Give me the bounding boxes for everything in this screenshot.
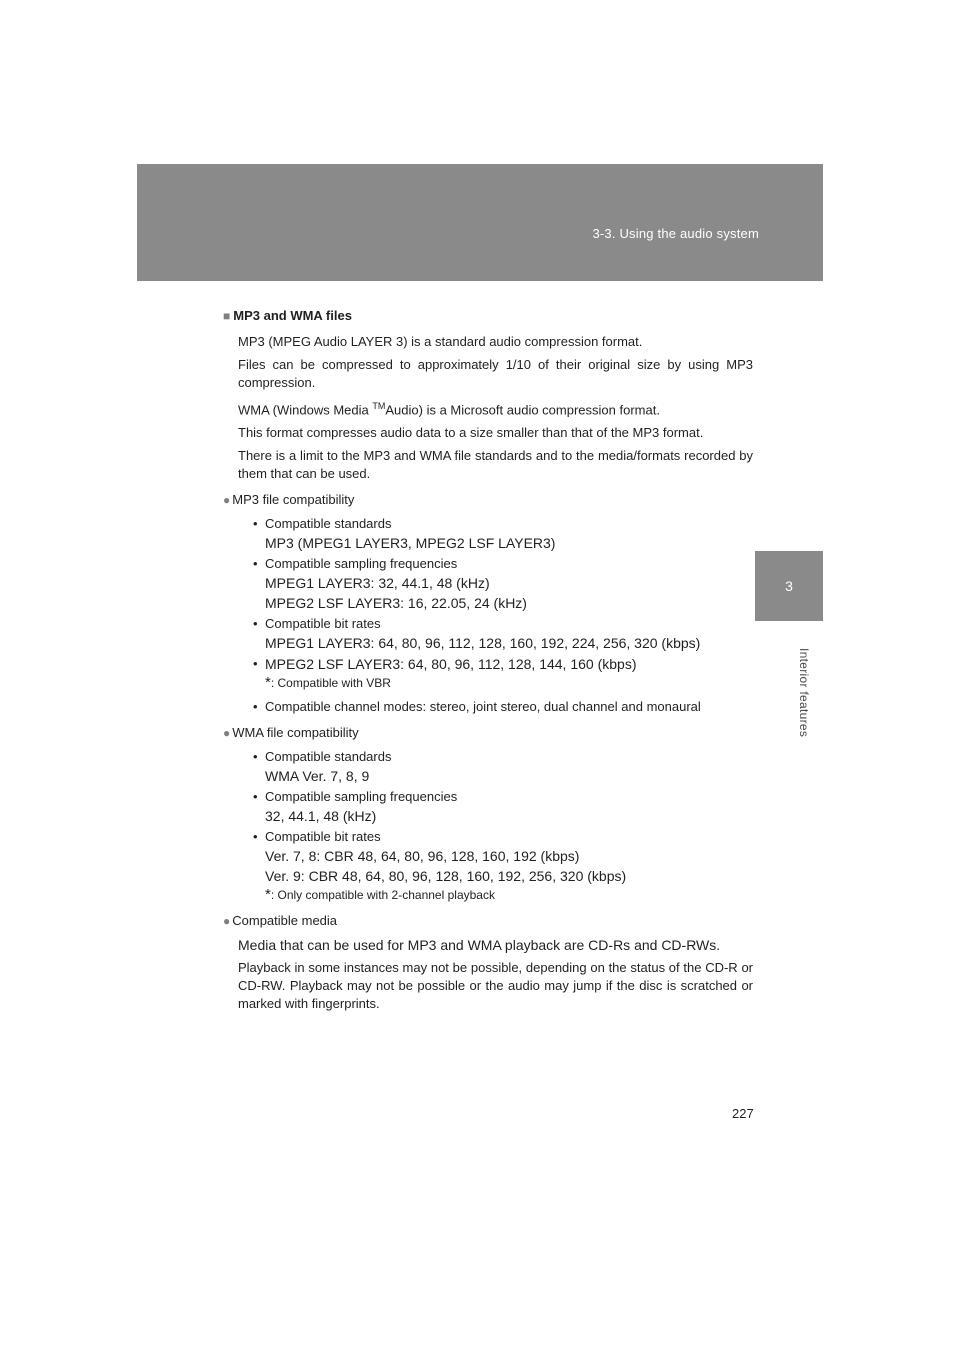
trademark-superscript: TM <box>372 401 386 411</box>
paragraph: There is a limit to the MP3 and WMA file standards and to the media/formats recorded by them that can be used. <box>238 448 753 482</box>
item-value: MPEG1 LAYER3: 64, 80, 96, 112, 128, 160, 192, 224, 256, 320 (kbps) <box>265 635 701 652</box>
subsection-heading-text: MP3 file compatibility <box>232 492 355 508</box>
footnote-text: : Compatible with VBR <box>270 676 391 691</box>
subsection-heading-wma <box>223 724 753 742</box>
dot-bullet-icon: • <box>253 749 258 765</box>
dot-bullet-icon: • <box>253 556 258 572</box>
item-label: Compatible sampling frequencies <box>265 556 458 572</box>
paragraph: MP3 (MPEG Audio LAYER 3) is a standard audio compression format. <box>238 334 643 349</box>
item-label: Compatible bit rates <box>265 829 381 845</box>
paragraph: Playback in some instances may not be possible, depending on the status of the CD-R or CD-RW. Playback may not be possible or the audio may jump if the disc is scratched or marked with fingerprints. <box>238 960 753 1012</box>
dot-bullet-icon: • <box>253 656 258 672</box>
subsection-heading-text: WMA file compatibility <box>232 725 359 741</box>
item-label: MPEG2 LSF LAYER3: 64, 80, 96, 112, 128, 144, 160 (kbps) <box>265 656 637 673</box>
item-value: MP3 (MPEG1 LAYER3, MPEG2 LSF LAYER3) <box>265 535 556 552</box>
square-bullet-icon: ■ <box>223 309 231 323</box>
subsection-heading-mp3 <box>223 491 753 509</box>
item-label: Compatible standards <box>265 516 392 532</box>
chapter-number: 3 <box>785 578 793 594</box>
list-item <box>251 698 753 716</box>
item-value: 32, 44.1, 48 (kHz) <box>265 808 377 825</box>
item-value: MPEG1 LAYER3: 32, 44.1, 48 (kHz) <box>265 575 490 592</box>
circle-bullet-icon: ● <box>223 914 231 929</box>
list-item <box>251 788 753 826</box>
asterisk-icon: * <box>265 674 271 692</box>
list-item <box>251 515 753 553</box>
header-band <box>137 164 823 281</box>
circle-bullet-icon: ● <box>223 726 231 741</box>
item-value: Ver. 9: CBR 48, 64, 80, 96, 128, 160, 192, 256, 320 (kbps) <box>265 868 627 885</box>
dot-bullet-icon: • <box>253 699 258 715</box>
list-item <box>251 828 753 886</box>
item-value: MPEG2 LSF LAYER3: 16, 22.05, 24 (kHz) <box>265 595 527 612</box>
item-label: Compatible sampling frequencies <box>265 789 458 805</box>
dot-bullet-icon: • <box>253 516 258 532</box>
subsection-heading-media <box>223 912 753 930</box>
section-header-title: 3-3. Using the audio system <box>592 226 759 241</box>
page-content <box>223 307 753 1018</box>
footnote <box>265 674 753 692</box>
dot-bullet-icon: • <box>253 616 258 632</box>
paragraph <box>238 397 753 419</box>
list-item <box>251 555 753 613</box>
paragraph: This format compresses audio data to a size smaller than that of the MP3 format. <box>238 425 704 441</box>
list-item <box>251 615 753 653</box>
circle-bullet-icon: ● <box>223 493 231 508</box>
chapter-label: Interior features <box>797 648 811 738</box>
section-title-text: MP3 and WMA files <box>233 308 352 323</box>
wma-text-end: Audio) is a Microsoft audio compression format. <box>385 402 660 418</box>
list-item <box>251 748 753 786</box>
asterisk-icon: * <box>265 886 271 904</box>
item-label: Compatible bit rates <box>265 616 381 632</box>
section-title <box>223 307 753 325</box>
footnote-text: : Only compatible with 2-channel playback <box>270 888 495 903</box>
item-value: WMA Ver. 7, 8, 9 <box>265 768 370 785</box>
item-value: Ver. 7, 8: CBR 48, 64, 80, 96, 128, 160, 192 (kbps) <box>265 848 580 865</box>
subsection-heading-text: Compatible media <box>232 913 338 929</box>
item-label: Compatible standards <box>265 749 392 765</box>
page-number: 227 <box>732 1106 754 1121</box>
dot-bullet-icon: • <box>253 789 258 805</box>
footnote <box>265 886 753 904</box>
item-label: Compatible channel modes: stereo, joint stereo, dual channel and monaural <box>265 699 701 715</box>
list-item <box>251 655 753 674</box>
paragraph: Files can be compressed to approximately 1/10 of their original size by using MP3 compression. <box>238 357 753 390</box>
paragraph: Media that can be used for MP3 and WMA playback are CD-Rs and CD-RWs. <box>238 937 721 954</box>
dot-bullet-icon: • <box>253 829 258 845</box>
wma-text-start: WMA (Windows Media <box>238 402 369 418</box>
chapter-tab <box>755 551 823 621</box>
